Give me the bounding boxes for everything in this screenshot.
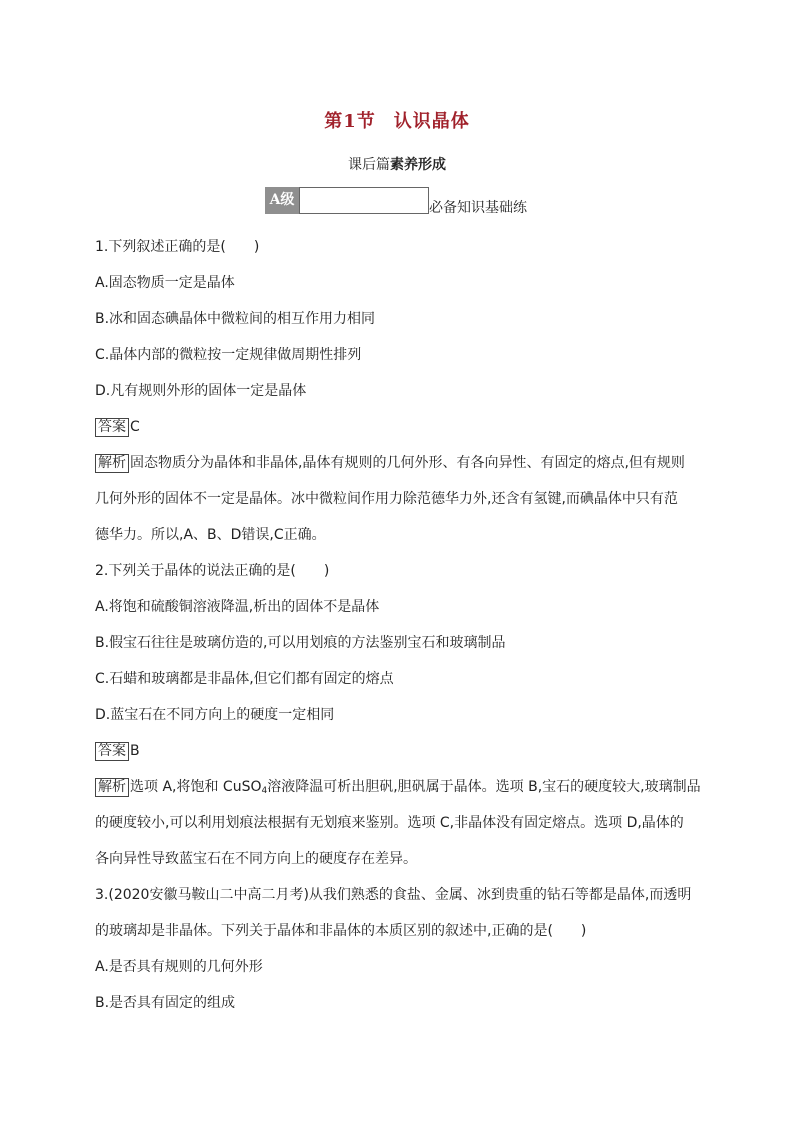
page-subtitle bbox=[0, 154, 794, 174]
question-3-option-b: B.是否具有固定的组成 bbox=[95, 995, 236, 1011]
answer-tag: 答案 bbox=[95, 742, 129, 761]
analysis-text: 溶液降温可析出胆矾,胆矾属于晶体。选项 B,宝石的硬度较大,玻璃制品 bbox=[267, 779, 701, 795]
section-number: 第1节 bbox=[324, 111, 376, 132]
question-2-analysis-line-3: 各向异性导致蓝宝石在不同方向上的硬度存在差异。 bbox=[95, 851, 417, 867]
question-2-option-b: B.假宝石往往是玻璃仿造的,可以用划痕的方法鉴别宝石和玻璃制品 bbox=[95, 635, 506, 651]
answer-value: C bbox=[130, 419, 140, 435]
question-2-option-c: C.石蜡和玻璃都是非晶体,但它们都有固定的熔点 bbox=[95, 671, 394, 687]
question-1-option-a: A.固态物质一定是晶体 bbox=[95, 275, 235, 291]
analysis-tag: 解析 bbox=[95, 778, 129, 797]
question-1-analysis-line-2: 几何外形的固体不一定是晶体。冰中微粒间作用力除范德华力外,还含有氢键,而碘晶体中只有范 bbox=[95, 491, 678, 507]
section-name: 认识晶体 bbox=[393, 111, 470, 132]
question-3-stem-line-1: 3.(2020安徽马鞍山二中高二月考)从我们熟悉的食盐、金属、冰到贵重的钻石等都是晶体,而透明 bbox=[95, 887, 692, 903]
question-1-answer bbox=[95, 417, 140, 437]
analysis-text: 选项 A,将饱和 CuSO bbox=[130, 779, 262, 795]
subtitle-plain: 课后篇 bbox=[348, 157, 390, 173]
question-1-analysis-line-1 bbox=[95, 453, 685, 473]
question-1-analysis-line-3: 德华力。所以,A、B、D错误,C正确。 bbox=[95, 527, 326, 543]
question-1-option-d: D.凡有规则外形的固体一定是晶体 bbox=[95, 383, 307, 399]
question-2-option-a: A.将饱和硫酸铜溶液降温,析出的固体不是晶体 bbox=[95, 599, 380, 615]
analysis-tag: 解析 bbox=[95, 454, 129, 473]
level-badge: A级 bbox=[265, 187, 299, 214]
page-title bbox=[0, 107, 794, 133]
question-3-option-a: A.是否具有规则的几何外形 bbox=[95, 959, 263, 975]
subtitle-bold: 素养形成 bbox=[390, 157, 446, 173]
question-1-stem: 1.下列叙述正确的是( ) bbox=[95, 239, 260, 255]
answer-value: B bbox=[130, 743, 140, 759]
analysis-text: 固态物质分为晶体和非晶体,晶体有规则的几何外形、有各向异性、有固定的熔点,但有规则 bbox=[130, 455, 685, 471]
question-2-option-d: D.蓝宝石在不同方向上的硬度一定相同 bbox=[95, 707, 335, 723]
question-2-answer bbox=[95, 741, 140, 761]
level-box bbox=[299, 187, 429, 214]
answer-tag: 答案 bbox=[95, 418, 129, 437]
question-3-stem-line-2: 的玻璃却是非晶体。下列关于晶体和非晶体的本质区别的叙述中,正确的是( ) bbox=[95, 923, 587, 939]
question-2-analysis-line-1 bbox=[95, 777, 701, 801]
question-2-analysis-line-2: 的硬度较小,可以利用划痕法根据有无划痕来鉴别。选项 C,非晶体没有固定熔点。选项 D,晶体的 bbox=[95, 815, 684, 831]
question-1-option-c: C.晶体内部的微粒按一定规律做周期性排列 bbox=[95, 347, 362, 363]
question-2-stem: 2.下列关于晶体的说法正确的是( ) bbox=[95, 563, 330, 579]
question-1-option-b: B.冰和固态碘晶体中微粒间的相互作用力相同 bbox=[95, 311, 376, 327]
subscript: 4 bbox=[261, 786, 268, 796]
level-label: 必备知识基础练 bbox=[429, 200, 527, 216]
